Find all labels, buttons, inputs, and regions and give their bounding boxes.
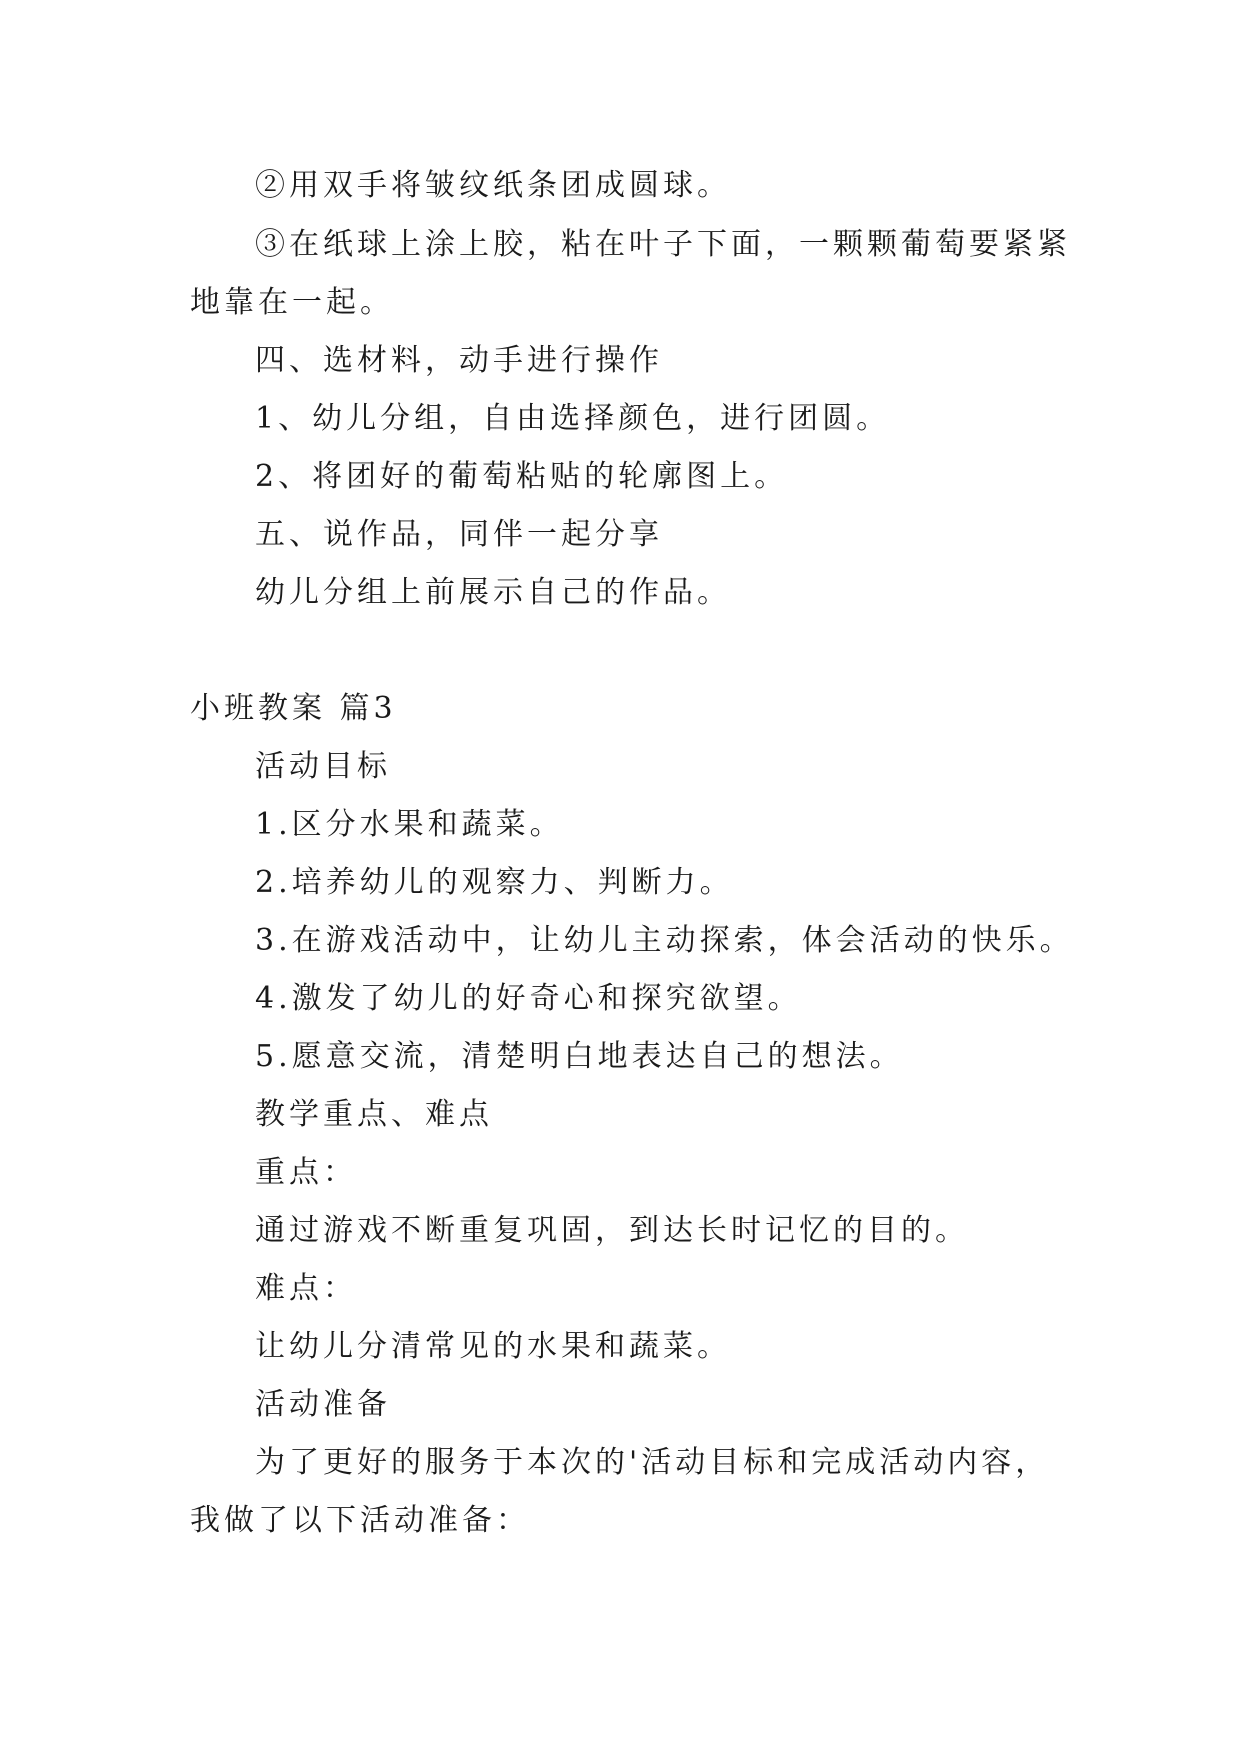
goal-item-3: 3.在游戏活动中，让幼儿主动探索，体会活动的快乐。 xyxy=(255,923,1074,958)
section-4-heading: 四、选材料，动手进行操作 xyxy=(255,343,663,378)
lesson-title: 小班教案 篇3 xyxy=(190,691,397,726)
goals-heading: 活动目标 xyxy=(255,749,391,784)
key-point-text: 通过游戏不断重复巩固，到达长时记忆的目的。 xyxy=(255,1213,969,1248)
key-points-heading: 教学重点、难点 xyxy=(255,1097,493,1132)
section-5-text: 幼儿分组上前展示自己的作品。 xyxy=(255,575,731,610)
difficulty-label: 难点： xyxy=(255,1271,357,1306)
goal-item-2: 2.培养幼儿的观察力、判断力。 xyxy=(255,865,734,900)
difficulty-text: 让幼儿分清常见的水果和蔬菜。 xyxy=(255,1329,731,1364)
preparation-heading: 活动准备 xyxy=(255,1387,391,1422)
section-4-item-2: 2、将团好的葡萄粘贴的轮廓图上。 xyxy=(255,459,789,494)
section-5-heading: 五、说作品，同伴一起分享 xyxy=(255,517,663,552)
goal-item-5: 5.愿意交流，清楚明白地表达自己的想法。 xyxy=(255,1039,904,1074)
preparation-text-continuation: 我做了以下活动准备： xyxy=(190,1503,530,1538)
goal-item-4: 4.激发了幼儿的好奇心和探究欲望。 xyxy=(255,981,802,1016)
goal-item-1: 1.区分水果和蔬菜。 xyxy=(255,807,564,842)
key-point-label: 重点： xyxy=(255,1155,357,1190)
step-3-continuation: 地靠在一起。 xyxy=(190,285,394,320)
step-2-line: ②用双手将皱纹纸条团成圆球。 xyxy=(255,168,731,203)
step-3-line: ③在纸球上涂上胶，粘在叶子下面，一颗颗葡萄要紧紧 xyxy=(255,227,1071,262)
section-4-item-1: 1、幼儿分组，自由选择颜色，进行团圆。 xyxy=(255,401,891,436)
preparation-text: 为了更好的服务于本次的'活动目标和完成活动内容， xyxy=(255,1445,1050,1480)
